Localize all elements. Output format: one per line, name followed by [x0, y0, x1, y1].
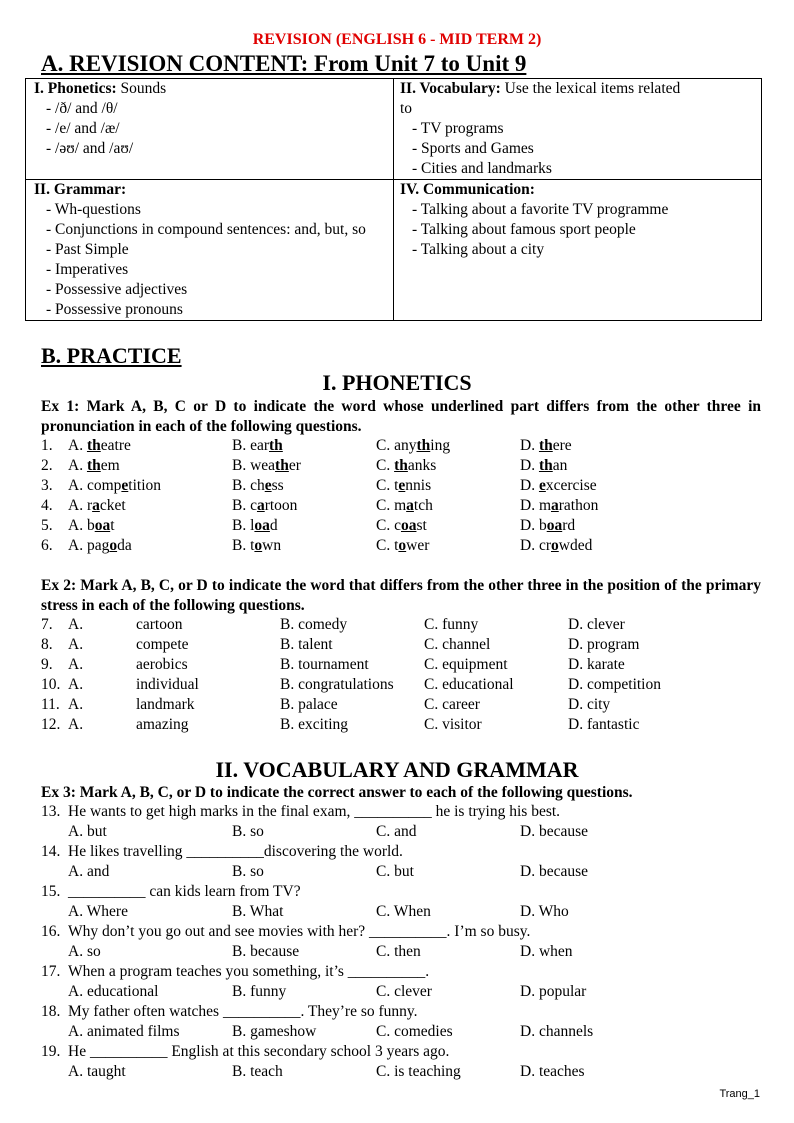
- question-row: [41, 655, 761, 675]
- vocabulary-to: to: [400, 100, 413, 117]
- question-stem: He wants to get high marks in the final exam, __________ he is trying his best.: [68, 803, 561, 820]
- underlined-part: e: [398, 477, 406, 494]
- underlined-part: o: [398, 537, 407, 554]
- answer-option[interactable]: A.: [68, 696, 84, 713]
- answer-option[interactable]: D. board: [520, 517, 576, 534]
- underlined-part: th: [275, 457, 289, 474]
- answer-option[interactable]: A. them: [68, 457, 120, 474]
- answer-option[interactable]: cartoon: [136, 616, 183, 633]
- underlined-part: th: [269, 437, 283, 454]
- list-item: - Wh-questions: [46, 201, 141, 218]
- underlined-part: a: [406, 497, 414, 514]
- answer-option[interactable]: D. there: [520, 437, 572, 454]
- underlined-part: o: [254, 537, 263, 554]
- question-row: [41, 695, 761, 715]
- question-number: 16.: [41, 923, 61, 940]
- grammar-list: [34, 200, 387, 320]
- answer-option[interactable]: C. career: [424, 696, 480, 713]
- grammar-cell: [26, 180, 394, 321]
- communication-heading: IV. Communication:: [400, 181, 535, 198]
- answer-option[interactable]: B. comedy: [280, 616, 348, 633]
- answer-option[interactable]: B. weather: [232, 457, 301, 474]
- question-number: 8.: [41, 636, 53, 653]
- answer-option[interactable]: C. tennis: [376, 477, 432, 494]
- answer-option[interactable]: C. coast: [376, 517, 427, 534]
- answer-option[interactable]: D. when: [520, 943, 573, 960]
- answer-option[interactable]: C. match: [376, 497, 433, 514]
- underlined-part: a: [551, 497, 559, 514]
- answer-option[interactable]: B. so: [232, 863, 264, 880]
- answer-option[interactable]: B. congratulations: [280, 676, 394, 693]
- question-stem: My father often watches __________. They’re so funny.: [68, 1003, 418, 1020]
- question-number: 17.: [41, 963, 61, 980]
- answer-option[interactable]: C. anything: [376, 437, 451, 454]
- answer-option[interactable]: D. because: [520, 823, 588, 840]
- question-text: [41, 802, 761, 822]
- answer-option[interactable]: D. clever: [568, 616, 625, 633]
- phonetics-heading: I. Phonetics: Sounds: [34, 80, 167, 97]
- phonetics-list: [34, 99, 387, 159]
- answer-option[interactable]: B. exciting: [280, 716, 349, 733]
- answer-option[interactable]: A. and: [68, 863, 110, 880]
- ex1-questions: [41, 436, 761, 556]
- grammar-heading: II. Grammar:: [34, 181, 127, 198]
- question-number: 19.: [41, 1043, 61, 1060]
- underlined-part: a: [92, 497, 100, 514]
- question-stem: He __________ English at this secondary school 3 years ago.: [68, 1043, 450, 1060]
- question-number: 1.: [41, 437, 53, 454]
- question-number: 7.: [41, 616, 53, 633]
- list-item: - TV programs: [412, 120, 504, 137]
- question-row: [41, 635, 761, 655]
- question-number: 12.: [41, 716, 61, 733]
- list-item: - Sports and Games: [412, 140, 534, 157]
- question-row: [41, 615, 761, 635]
- answer-option[interactable]: A. but: [68, 823, 107, 840]
- answer-option[interactable]: B. town: [232, 537, 282, 554]
- question-number: 2.: [41, 457, 53, 474]
- ex1-instruction: Ex 1: Mark A, B, C or D to indicate the word whose underlined part differs from the other three in pronunciation in each of the following questions.: [41, 398, 761, 435]
- question-row: [41, 476, 761, 496]
- question-row: [41, 436, 761, 456]
- answer-option[interactable]: C. visitor: [424, 716, 482, 733]
- answer-option[interactable]: C. but: [376, 863, 414, 880]
- answer-option[interactable]: D. excercise: [520, 477, 597, 494]
- question-text: [41, 882, 761, 902]
- options-row: [41, 822, 761, 842]
- answer-option[interactable]: D. karate: [568, 656, 625, 673]
- options-row: [41, 862, 761, 882]
- list-item: - Cities and landmarks: [412, 160, 552, 177]
- answer-option[interactable]: C. is teaching: [376, 1063, 461, 1080]
- answer-option[interactable]: C. tower: [376, 537, 430, 554]
- answer-option[interactable]: A.: [68, 636, 84, 653]
- ex2-instruction: Ex 2: Mark A, B, C, or D to indicate the word that differs from the other three in the position of the primary stress in each of the following questions.: [41, 577, 761, 614]
- vocabulary-cell: [394, 79, 762, 180]
- underlined-part: a: [256, 497, 265, 514]
- vocabulary-section-title: II. VOCABULARY AND GRAMMAR: [215, 757, 579, 782]
- answer-option[interactable]: D. teaches: [520, 1063, 585, 1080]
- list-item: - Talking about a city: [412, 241, 545, 258]
- question-text: [41, 962, 761, 982]
- answer-option[interactable]: C. and: [376, 823, 417, 840]
- question-number: 11.: [41, 696, 60, 713]
- question-stem: He likes travelling __________discovering the world.: [68, 843, 403, 860]
- question-number: 15.: [41, 883, 61, 900]
- answer-option[interactable]: B. chess: [232, 477, 284, 494]
- question-text: [41, 842, 761, 862]
- question-text: [41, 922, 761, 942]
- answer-option[interactable]: D. because: [520, 863, 588, 880]
- answer-option[interactable]: D. popular: [520, 983, 587, 1000]
- answer-option[interactable]: A.: [68, 616, 84, 633]
- section-a-heading: A. REVISION CONTENT: From Unit 7 to Unit 9: [41, 51, 527, 76]
- question-row: [41, 715, 761, 735]
- phonetics-cell: [26, 79, 394, 180]
- list-item: - /e/ and /æ/: [46, 120, 120, 137]
- answer-option[interactable]: A.: [68, 676, 84, 693]
- underlined-part: oa: [94, 517, 111, 534]
- answer-option[interactable]: aerobics: [136, 656, 188, 673]
- list-item: - Talking about a favorite TV programme: [412, 201, 669, 218]
- document-title: REVISION (ENGLISH 6 - MID TERM 2): [252, 31, 542, 48]
- underlined-part: oa: [254, 517, 270, 534]
- answer-option[interactable]: C. thanks: [376, 457, 437, 474]
- page-footer: Trang_1: [719, 1088, 760, 1100]
- answer-option[interactable]: D. Who: [520, 903, 569, 920]
- question-number: 4.: [41, 497, 53, 514]
- answer-option[interactable]: A. taught: [68, 1063, 126, 1080]
- question-row: [41, 456, 761, 476]
- answer-option[interactable]: B. so: [232, 823, 264, 840]
- ex2-questions: [41, 615, 761, 735]
- answer-option[interactable]: C. educational: [424, 676, 514, 693]
- answer-option[interactable]: B. earth: [232, 437, 283, 454]
- options-row: [41, 1022, 761, 1042]
- options-row: [41, 942, 761, 962]
- question-row: [41, 536, 761, 556]
- underlined-part: th: [538, 457, 553, 474]
- answer-option[interactable]: C. funny: [424, 616, 479, 633]
- answer-option[interactable]: landmark: [136, 696, 195, 713]
- answer-option[interactable]: B. because: [232, 943, 300, 960]
- answer-option[interactable]: C. equipment: [424, 656, 508, 673]
- answer-option[interactable]: D. fantastic: [568, 716, 640, 733]
- answer-option[interactable]: C. When: [376, 903, 431, 920]
- answer-option[interactable]: A. so: [68, 943, 101, 960]
- answer-option[interactable]: D. competition: [568, 676, 661, 693]
- options-row: [41, 1062, 761, 1082]
- answer-option[interactable]: B. cartoon: [232, 497, 298, 514]
- list-item: - /əʊ/ and /aʊ/: [46, 140, 134, 157]
- question-text: [41, 1002, 761, 1022]
- underlined-part: th: [394, 457, 408, 474]
- answer-option[interactable]: A. racket: [68, 497, 126, 514]
- answer-option[interactable]: A. Where: [68, 903, 128, 920]
- underlined-part: th: [86, 437, 101, 454]
- revision-table: [25, 78, 762, 321]
- underlined-part: th: [86, 457, 101, 474]
- underlined-part: oa: [400, 517, 417, 534]
- answer-option[interactable]: D. program: [568, 636, 640, 653]
- answer-option[interactable]: A. boat: [68, 517, 115, 534]
- question-number: 5.: [41, 517, 53, 534]
- question-number: 18.: [41, 1003, 61, 1020]
- answer-option[interactable]: B. teach: [232, 1063, 283, 1080]
- answer-option[interactable]: A. animated films: [68, 1023, 180, 1040]
- answer-option[interactable]: amazing: [136, 716, 189, 733]
- answer-option[interactable]: compete: [136, 636, 189, 653]
- underlined-part: th: [416, 437, 431, 454]
- underlined-part: o: [109, 537, 118, 554]
- options-row: [41, 982, 761, 1002]
- options-row: [41, 902, 761, 922]
- phonetics-section-title: I. PHONETICS: [322, 370, 472, 395]
- list-item: - Possessive adjectives: [46, 281, 188, 298]
- question-stem: When a program teaches you something, it’s __________.: [68, 963, 430, 980]
- list-item: - Imperatives: [46, 261, 129, 278]
- answer-option[interactable]: D. city: [568, 696, 611, 713]
- answer-option[interactable]: B. funny: [232, 983, 287, 1000]
- question-number: 6.: [41, 537, 53, 554]
- answer-option[interactable]: A.: [68, 656, 84, 673]
- answer-option[interactable]: D. crowded: [520, 537, 593, 554]
- answer-option[interactable]: B. palace: [280, 696, 338, 713]
- section-b-heading: B. PRACTICE: [41, 343, 182, 368]
- question-stem: __________ can kids learn from TV?: [68, 883, 301, 900]
- answer-option[interactable]: A. competition: [68, 477, 162, 494]
- underlined-part: o: [551, 537, 559, 554]
- answer-option[interactable]: B. load: [232, 517, 278, 534]
- question-number: 13.: [41, 803, 61, 820]
- underlined-part: e: [264, 477, 272, 494]
- answer-option[interactable]: C. clever: [376, 983, 432, 1000]
- ex3-questions: [41, 802, 761, 1082]
- answer-option[interactable]: B. gameshow: [232, 1023, 317, 1040]
- answer-option[interactable]: A. educational: [68, 983, 159, 1000]
- question-text: [41, 1042, 761, 1062]
- answer-option[interactable]: D. marathon: [520, 497, 599, 514]
- question-row: [41, 496, 761, 516]
- list-item: - Talking about famous sport people: [412, 221, 636, 238]
- answer-option[interactable]: B. What: [232, 903, 284, 920]
- answer-option[interactable]: A. pagoda: [68, 537, 132, 554]
- answer-option[interactable]: C. channel: [424, 636, 491, 653]
- underlined-part: oa: [546, 517, 563, 534]
- question-number: 14.: [41, 843, 61, 860]
- communication-list: [400, 200, 755, 260]
- question-row: [41, 516, 761, 536]
- answer-option[interactable]: B. tournament: [280, 656, 369, 673]
- answer-option[interactable]: C. then: [376, 943, 421, 960]
- communication-cell: [394, 180, 762, 321]
- question-row: [41, 675, 761, 695]
- answer-option[interactable]: D. than: [520, 457, 568, 474]
- answer-option[interactable]: A.: [68, 716, 84, 733]
- list-item: - Past Simple: [46, 241, 129, 258]
- answer-option[interactable]: D. channels: [520, 1023, 594, 1040]
- underlined-part: th: [538, 437, 553, 454]
- question-number: 3.: [41, 477, 53, 494]
- list-item: - Possessive pronouns: [46, 301, 183, 318]
- answer-option[interactable]: A. theatre: [68, 437, 131, 454]
- question-number: 9.: [41, 656, 53, 673]
- underlined-part: e: [121, 477, 129, 494]
- list-item: - Conjunctions in compound sentences: and, but, so: [46, 221, 366, 238]
- answer-option[interactable]: C. comedies: [376, 1023, 453, 1040]
- question-stem: Why don’t you go out and see movies with her? __________. I’m so busy.: [68, 923, 531, 940]
- ex3-instruction: Ex 3: Mark A, B, C, or D to indicate the correct answer to each of the following questions.: [41, 784, 633, 801]
- question-number: 10.: [41, 676, 61, 693]
- vocabulary-list: [400, 119, 755, 179]
- vocabulary-heading: II. Vocabulary: Use the lexical items related: [400, 80, 681, 97]
- answer-option[interactable]: individual: [136, 676, 199, 693]
- list-item: - /ð/ and /θ/: [46, 100, 118, 117]
- answer-option[interactable]: B. talent: [280, 636, 333, 653]
- underlined-part: e: [538, 477, 546, 494]
